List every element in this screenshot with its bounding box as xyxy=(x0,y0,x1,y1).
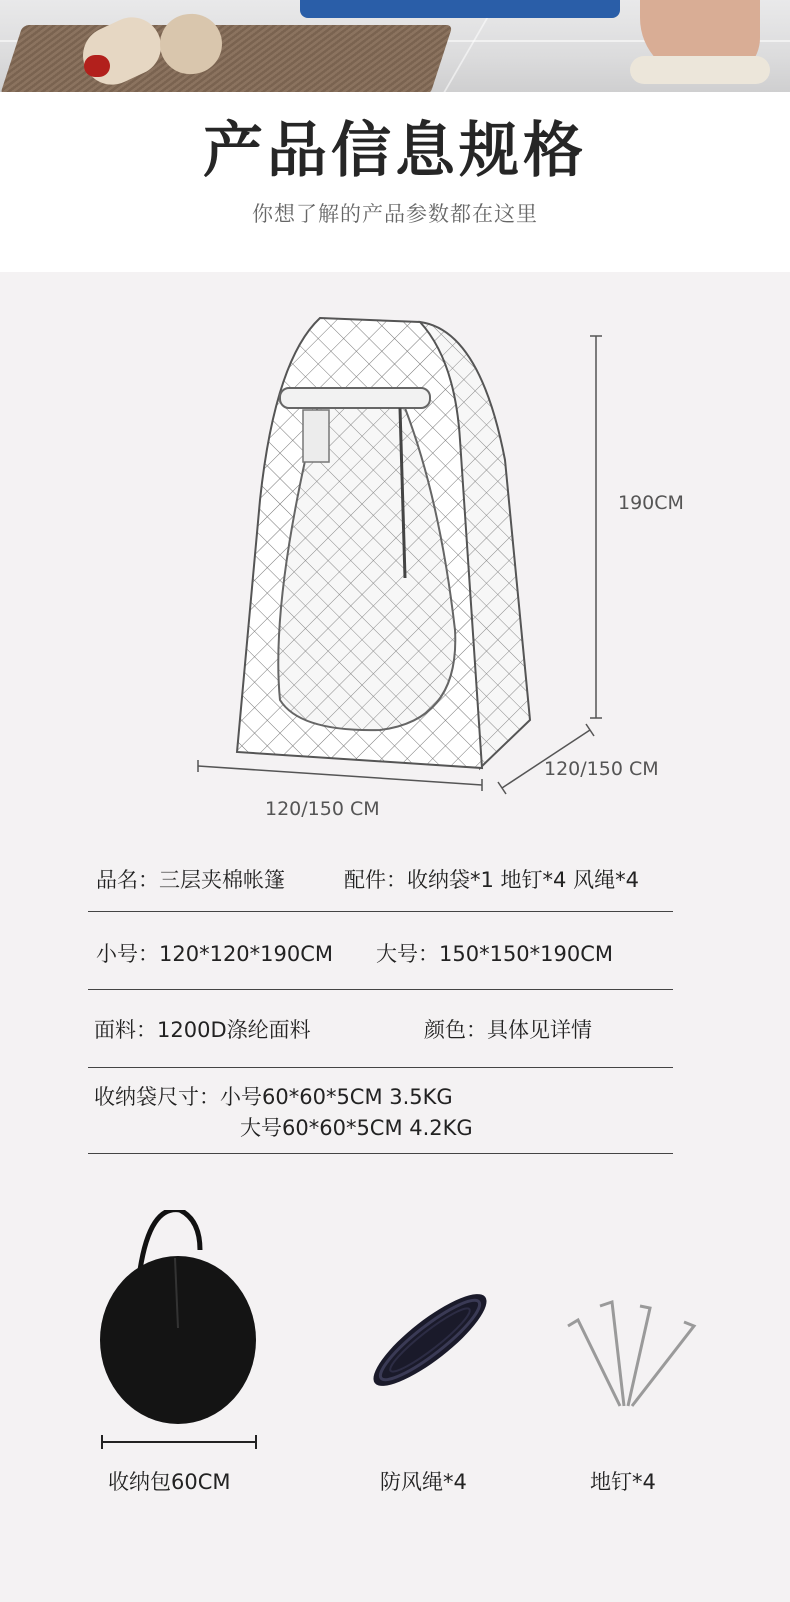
height-label: 190CM xyxy=(618,492,684,514)
floor-mat xyxy=(0,25,453,92)
spec-accessories: 配件：收纳袋*1 地钉*4 风绳*4 xyxy=(344,868,639,892)
width-label: 120/150 CM xyxy=(265,798,380,820)
spec-row xyxy=(88,1068,673,1154)
accessories-illustration xyxy=(0,1210,790,1450)
floor-photo xyxy=(0,0,790,92)
storage-bag-label: 收纳包60CM xyxy=(108,1470,231,1494)
spec-row xyxy=(88,912,673,990)
spec-product-name: 品名：三层夹棉帐篷 xyxy=(96,868,285,892)
spec-fabric: 面料：1200D涤纶面料 xyxy=(94,1018,311,1042)
tent-illustration xyxy=(0,300,790,840)
window-flap xyxy=(303,410,329,462)
spec-bag-small: 小号60*60*5CM 3.5KG xyxy=(220,1085,453,1109)
storage-bag-image xyxy=(100,1210,256,1449)
flower xyxy=(84,55,110,77)
tent-dimension-diagram xyxy=(0,300,790,840)
ground-stakes-image xyxy=(568,1302,694,1406)
spec-row xyxy=(88,850,673,912)
slipper xyxy=(630,56,770,84)
spec-row xyxy=(88,990,673,1068)
spec-bag-size-label: 收纳袋尺寸： xyxy=(94,1085,220,1109)
spec-large-size: 大号：150*150*190CM xyxy=(376,942,614,966)
spec-header xyxy=(0,92,790,272)
rope-label: 防风绳*4 xyxy=(380,1470,467,1494)
spec-table xyxy=(88,850,673,1154)
spec-small-size: 小号：120*120*190CM xyxy=(96,942,334,966)
width-dimension-line xyxy=(198,766,482,785)
rolled-door xyxy=(280,388,430,408)
stakes-label: 地钉*4 xyxy=(590,1470,656,1494)
rope-image xyxy=(363,1281,498,1399)
spec-color: 颜色：具体见详情 xyxy=(424,1018,592,1042)
page-subtitle: 你想了解的产品参数都在这里 xyxy=(252,202,538,226)
depth-label: 120/150 CM xyxy=(544,758,659,780)
tent-edge xyxy=(300,0,620,18)
page-title: 产品信息规格 xyxy=(203,116,587,186)
spec-bag-large: 大号60*60*5CM 4.2KG xyxy=(240,1116,473,1140)
